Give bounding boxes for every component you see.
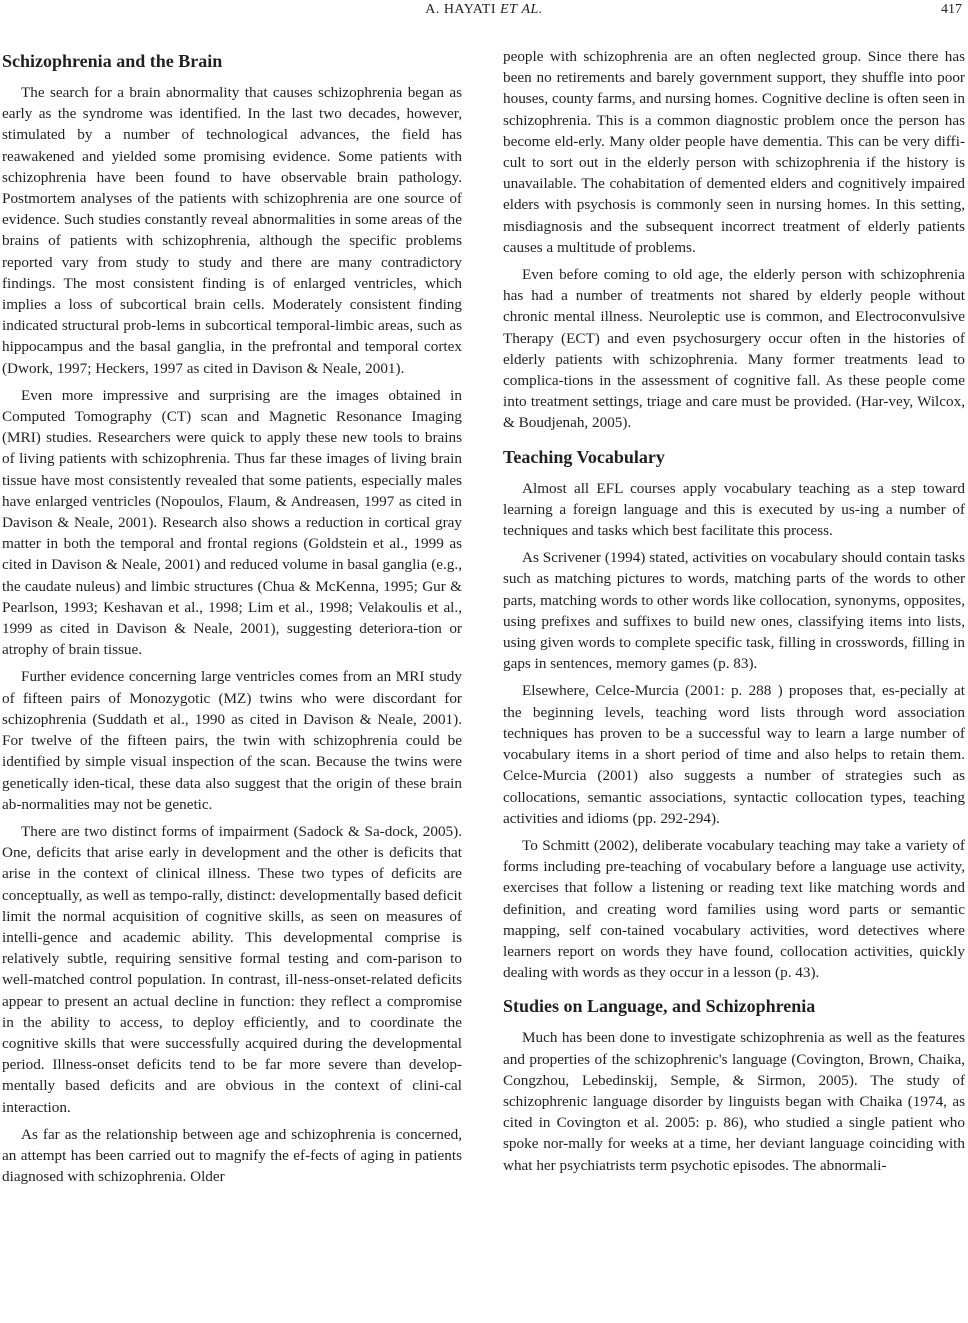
paragraph: To Schmitt (2002), deliberate vocabulary teaching may take a variety of forms including pre-teaching of vocabulary before a language use activity, exercises that follow a listening or reading text like matching words and definition, and creating word families using word parts or semantic mapping, self con-tained vocabulary activities, word detectives where learners report on words they have found, collocation activities, quickly dealing with words as they occur in a lesson (p. 43). <box>503 836 965 982</box>
running-head-author: A. HAYATI <box>425 2 497 17</box>
paragraph: The search for a brain abnormality that causes schizophrenia began as early as the syndrome was identified. In the last two decades, however, stimulated by a number of technological advances, the field has reawakened and yielded some promising evidence. Some patients with schizophrenia have been found to have observable brain pathology. Postmortem analyses of the patients with schizophrenia are one source of evidence. Such studies constantly reveal abnormalities in some areas of the brains of patients with schizophrenia, although the specific problems reported vary from study to study and there are many contradictory findings. The most consistent finding is of enlarged ventricles, which implies a loss of subcortical brain cells. Moderately consistent finding indicated structural prob-lems in subcortical temporal-limbic areas, such as hippocampus and the basal ganglia, in the prefrontal and temporal cortex (Dwork, 1997; Heckers, 1997 as cited in Davison & Neale, 2001). <box>2 84 462 377</box>
page-header <box>0 0 968 22</box>
paragraph: Almost all EFL courses apply vocabulary teaching as a step toward learning a foreign language and this is executed by us-ing a number of techniques and tasks which best facilitate this process. <box>503 479 965 540</box>
paragraph: Further evidence concerning large ventricles comes from an MRI study of fifteen pairs of Monozygotic (MZ) twins who were discordant for schizophrenia (Suddath et al., 1990 as cited in Davison & Neale, 2001). For twelve of the fifteen pairs, the twin with schizophrenia could be identified by simple visual inspection of the scan. Because the twins were genetically iden-tical, these data also suggest that the origin of these brain ab-normalities may not be genetic. <box>2 668 462 813</box>
right-column <box>503 46 965 1176</box>
running-head <box>0 2 968 18</box>
paragraph: Much has been done to investigate schizophrenia as well as the features and properties of the schizophrenic's language (Covington, Brown, Chaika, Congzhou, Lebedinskij, Semple, & Sirmon, 2005). The study of schizophrenic language disorder by linguists began with Chaika (1974, as cited in Covington et al. 2005: p. 86), who studied a single patient who spoke nor-mally for weeks at a time, her deviant language coinciding with what her psychiatrists term psychotic episodes. The abnormali- <box>503 1029 965 1174</box>
section-heading-vocabulary: Teaching Vocabulary <box>503 446 665 467</box>
paragraph: Even more impressive and surprising are the images obtained in Computed Tomography (CT) scan and Magnetic Resonance Imaging (MRI) studies. Researchers were quick to apply these new tools to brains of living patients with schizophrenia. Thus far these images of living brain tissue have most consistently revealed that some patients, especially males have enlarged ventricles (Nopoulos, Flaum, & Andreasen, 1997 as cited in Davison & Neale, 2001). Research also shows a reduction in cortical gray matter in both the temporal and frontal regions (Goldstein et al., 1999 as cited in Davison & Neale, 2001) and reduced volume in basal ganglia (e.g., the caudate nuleus) and limbic structures (Chua & McKenna, 1995; Gur & Pearlson, 1993; Keshavan et al., 1998; Lim et al., 1998; Velakoulis et al., 1999 as cited in Davison & Neale, 2001), suggesting deteriora-tion or atrophy of brain tissue. <box>2 386 462 659</box>
left-column <box>2 46 462 1187</box>
running-head-et: ET <box>500 2 518 17</box>
paragraph: Elsewhere, Celce-Murcia (2001: p. 288 ) proposes that, es-pecially at the beginning levels, teaching word lists through word association techniques has proven to be a successful way to learn a large number of vocabulary items in a short period of time and also helps to retain them. Celce-Murcia (2001) also suggests a number of strategies such as collocations, semantic associations, syntactic collocation types, teaching activities and idioms (pp. 292-294). <box>503 682 965 827</box>
paragraph: As Scrivener (1994) stated, activities on vocabulary should contain tasks such as matching pictures to words, matching parts of the words to other parts, matching words to other words like collocation, synonyms, opposites, using prefixes and suffixes to build new ones, classifying items into lists, using given words to complete specific task, filling in crosswords, filling in gaps in sentences, memory games (p. 83). <box>503 549 965 673</box>
paragraph: There are two distinct forms of impairment (Sadock & Sa-dock, 2005). One, deficits that arise early in development and the other is deficits that arise in the context of clinical illness. These two types of deficits are conceptually, as well as tempo-rally, distinct: developmentally based deficit limit the normal acquisition of cognitive skills, as seen on measures of intelli-gence and academic ability. This developmental comprise is relatively subtle, requiring sensitive formal testing and com-parison to well-matched control population. In contrast, ill-ness-onset-related deficits appear to present an actual decline in function: they reflect a compromise in the ability to access, to deploy efficiently, and to coordinate the cognitive skills that were successfully acquired during the developmental period. Illness-onset deficits tend to be far more severe than develop-mentally based deficits and are obvious in the context of clini-cal interaction. <box>2 822 462 1116</box>
section-heading-brain: Schizophrenia and the Brain <box>2 51 223 71</box>
section-heading-studies: Studies on Language, and Schizophrenia <box>503 996 816 1017</box>
paragraph: Even before coming to old age, the elderly person with schizophrenia has had a number of treatments not shared by elderly people without chronic mental illness. Neuroleptic use is common, and Electroconvulsive Therapy (ECT) and even psychosurgery occur often in the histories of elderly patients with schizophrenia. Many former treatments lead to complica-tions in the assessment of cognitive fall. As these people come into treatment settings, triage and care must be provided. (Har-vey, Wilcox, & Boudjenah, 2005). <box>503 266 965 432</box>
page-number: 417 <box>941 2 962 17</box>
paragraph-continuation: people with schizophrenia are an often neglected group. Since there has been no retirements and barely government support, they shuffle into poor houses, county farms, and nursing homes. Cognitive decline is often seen in schizophrenia. This is a common diagnostic problem once the person has become eld-erly. Many older people have dementia. This can be very diffi-cult to sort out in the elderly person with schizophrenia if the history is unavailable. The cohabitation of demented elders and cognitively impaired elders with psychosis is commonly seen in nursing homes. In this setting, misdiagnosis and the subsequent incorrect treatment of elderly patients causes a multitude of problems. <box>503 48 965 256</box>
running-head-al: AL. <box>521 2 543 17</box>
paragraph: As far as the relationship between age and schizophrenia is concerned, an attempt has been carried out to magnify the ef-fects of aging in patients diagnosed with schizophrenia. Older <box>2 1125 462 1186</box>
